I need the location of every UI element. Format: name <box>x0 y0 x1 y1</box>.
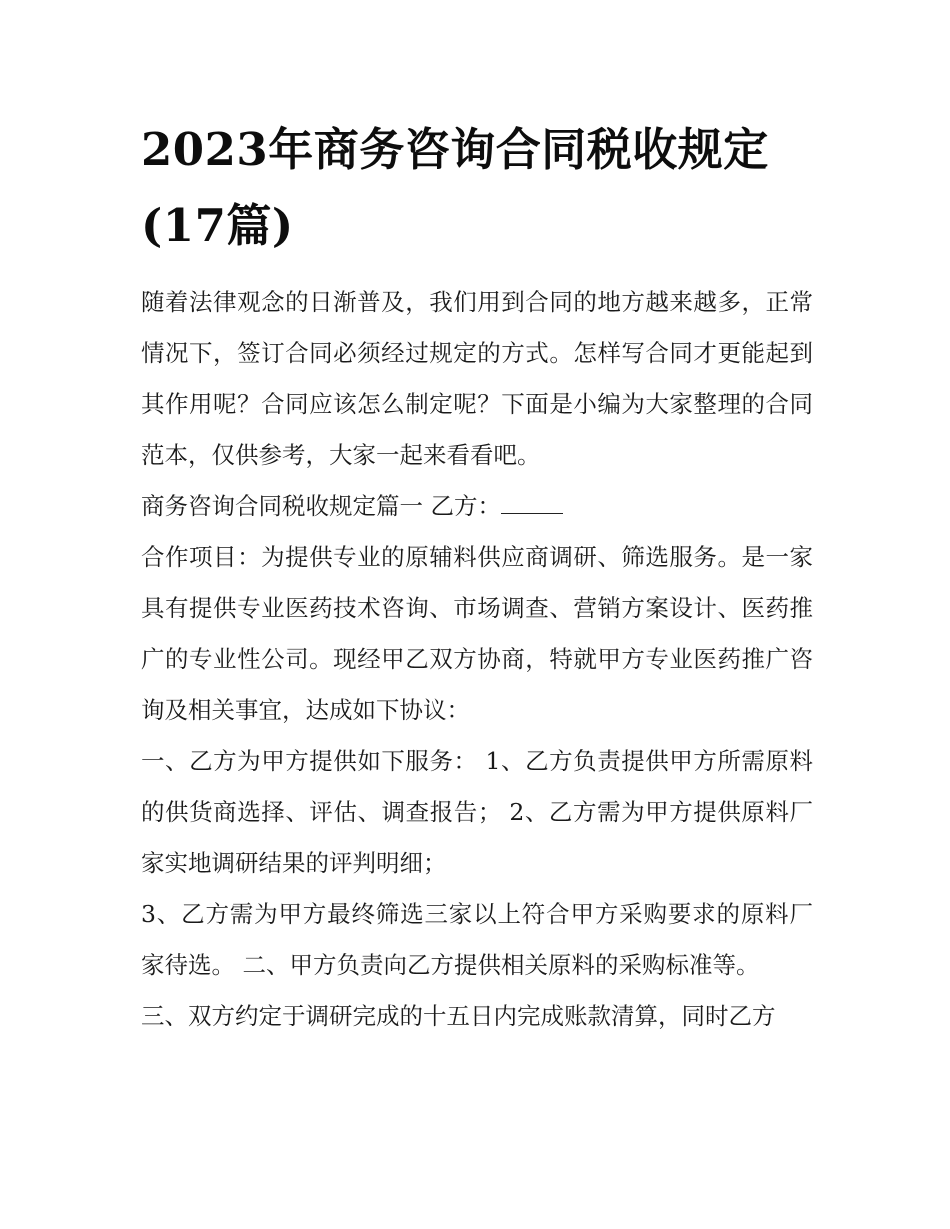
paragraph-clause-1: 一、乙方为甲方提供如下服务： 1、乙方负责提供甲方所需原料的供货商选择、评估、调查报告； 2、乙方需为甲方提供原料厂家实地调研结果的评判明细； <box>141 747 813 877</box>
document-title: 2023年商务咨询合同税收规定(17篇) <box>141 123 769 252</box>
paragraph-project: 合作项目：为提供专业的原辅料供应商调研、筛选服务。是一家具有提供专业医药技术咨询、市场调查、营销方案设计、医药推广的专业性公司。现经甲乙双方协商，特就甲方专业医药推广咨询及相关事宜，达成如下协议： <box>141 543 813 724</box>
paragraph-party-b <box>141 481 813 532</box>
blank-line <box>501 493 563 514</box>
paragraph-clause-2: 3、乙方需为甲方最终筛选三家以上符合甲方采购要求的原料厂家待选。 二、甲方负责向乙方提供相关原料的采购标准等。 <box>141 900 813 979</box>
paragraph-clause-3: 三、双方约定于调研完成的十五日内完成账款清算，同时乙方 <box>141 1002 776 1030</box>
paragraph-list <box>141 277 813 1042</box>
paragraph-intro: 随着法律观念的日渐普及，我们用到合同的地方越来越多，正常情况下，签订合同必须经过规定的方式。怎样写合同才更能起到其作用呢？合同应该怎么制定呢？下面是小编为大家整理的合同范本，仅供参考，大家一起来看看吧。 <box>141 288 813 469</box>
document-body <box>141 112 813 1042</box>
party-b-label: 商务咨询合同税收规定篇一 乙方： <box>141 492 501 520</box>
